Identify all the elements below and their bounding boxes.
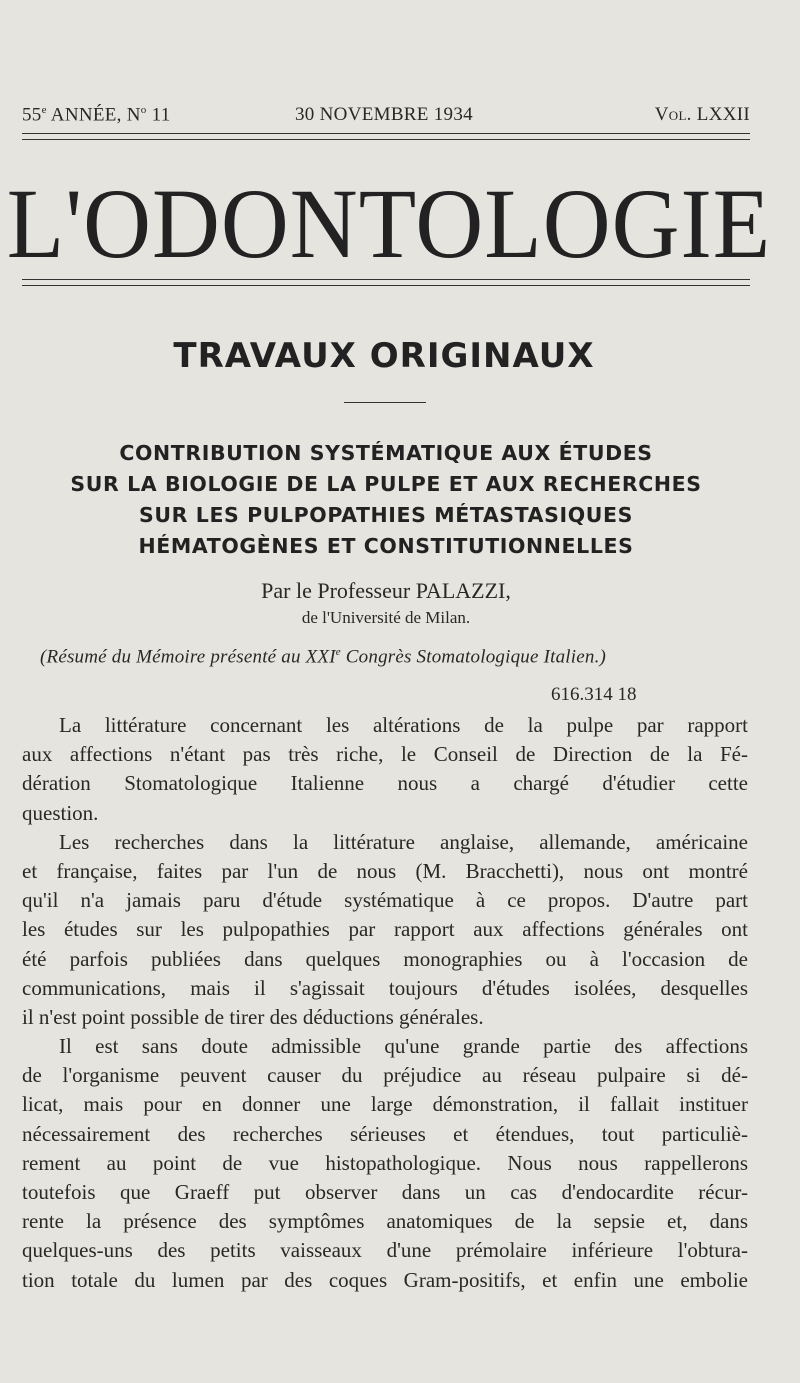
text-line: Il est sans doute admissible qu'une grande partie des affections	[59, 1034, 748, 1059]
title-line: CONTRIBUTION SYSTÉMATIQUE AUX ÉTUDES	[119, 441, 653, 465]
masthead-rule	[22, 285, 750, 286]
text-line: communications, mais il s'agissait toujours d'études isolées, desquelles	[22, 975, 748, 1000]
text-line: rente la présence des symptômes anatomiques de la sepsie et, dans	[22, 1209, 748, 1234]
header-rule	[22, 139, 750, 140]
summary-note: (Résumé du Mémoire présenté au XXIe Congrès Stomatologique Italien.)	[40, 646, 607, 668]
text-line: La littérature concernant les altérations de la pulpe par rapport	[59, 713, 748, 737]
text-line: question.	[22, 800, 99, 825]
text-line: nécessairement des recherches sérieuses et étendues, tout particuliè-	[22, 1121, 748, 1146]
text-line: les études sur les pulpopathies par rapport aux affections générales ont	[22, 917, 748, 942]
paragraph	[22, 1032, 748, 1295]
paragraph	[22, 828, 748, 1032]
title-line: SUR LES PULPOPATHIES MÉTASTASIQUES	[139, 503, 633, 527]
title-line: SUR LA BIOLOGIE DE LA PULPE ET AUX RECHERCHES	[70, 472, 702, 496]
text-line: quelques-uns des petits vaisseaux d'une prémolaire inférieure l'obtura-	[22, 1238, 748, 1263]
text-line: aux affections n'étant pas très riche, le Conseil de Direction de la Fé-	[22, 742, 748, 767]
author-byline: Par le Professeur PALAZZI,	[261, 578, 511, 603]
header-rule	[22, 133, 750, 134]
article-title	[0, 438, 772, 562]
journal-masthead: L'ODONTOLOGIE	[6, 168, 772, 280]
text-line: qu'il n'a jamais paru d'étude systématique à ce propos. D'autre part	[22, 888, 748, 913]
text-line: de l'organisme peuvent causer du préjudice au réseau pulpaire si dé-	[22, 1063, 748, 1088]
paragraph	[22, 711, 748, 828]
title-line: HÉMATOGÈNES ET CONSTITUTIONNELLES	[138, 534, 634, 558]
text-line: rement au point de vue histopathologique. Nous nous rappellerons	[22, 1150, 748, 1175]
text-line: il n'est point possible de tirer des déductions générales.	[22, 1004, 484, 1029]
text-line: licat, mais pour en donner une large démonstration, il fallait instituer	[22, 1092, 748, 1117]
text-line: et française, faites par l'un de nous (M. Bracchetti), nous ont montré	[22, 858, 748, 883]
text-line: dération Stomatologique Italienne nous a chargé d'étudier cette	[22, 771, 748, 796]
issue-date: 30 NOVEMBRE 1934	[295, 104, 473, 125]
text-line: tion totale du lumen par des coques Gram-positifs, et enfin une embolie	[22, 1267, 748, 1292]
volume-number: Vol. LXXII	[654, 104, 750, 125]
running-header	[22, 104, 750, 130]
author-affiliation: de l'Université de Milan.	[301, 608, 471, 627]
text-line: été parfois publiées dans quelques monographies ou à l'occasion de	[22, 946, 748, 971]
masthead-rule	[22, 279, 750, 280]
section-divider	[344, 402, 426, 403]
text-line: Les recherches dans la littérature anglaise, allemande, américaine	[59, 829, 748, 854]
section-heading: TRAVAUX ORIGINAUX	[173, 336, 595, 376]
issue-number: 55e ANNÉE, $N^o$ 11	[22, 104, 171, 126]
text-line: toutefois que Graeff put observer dans un cas d'endocardite récur-	[22, 1180, 748, 1204]
classification-code: 616.314 18	[551, 684, 637, 705]
article-body	[22, 711, 748, 1295]
